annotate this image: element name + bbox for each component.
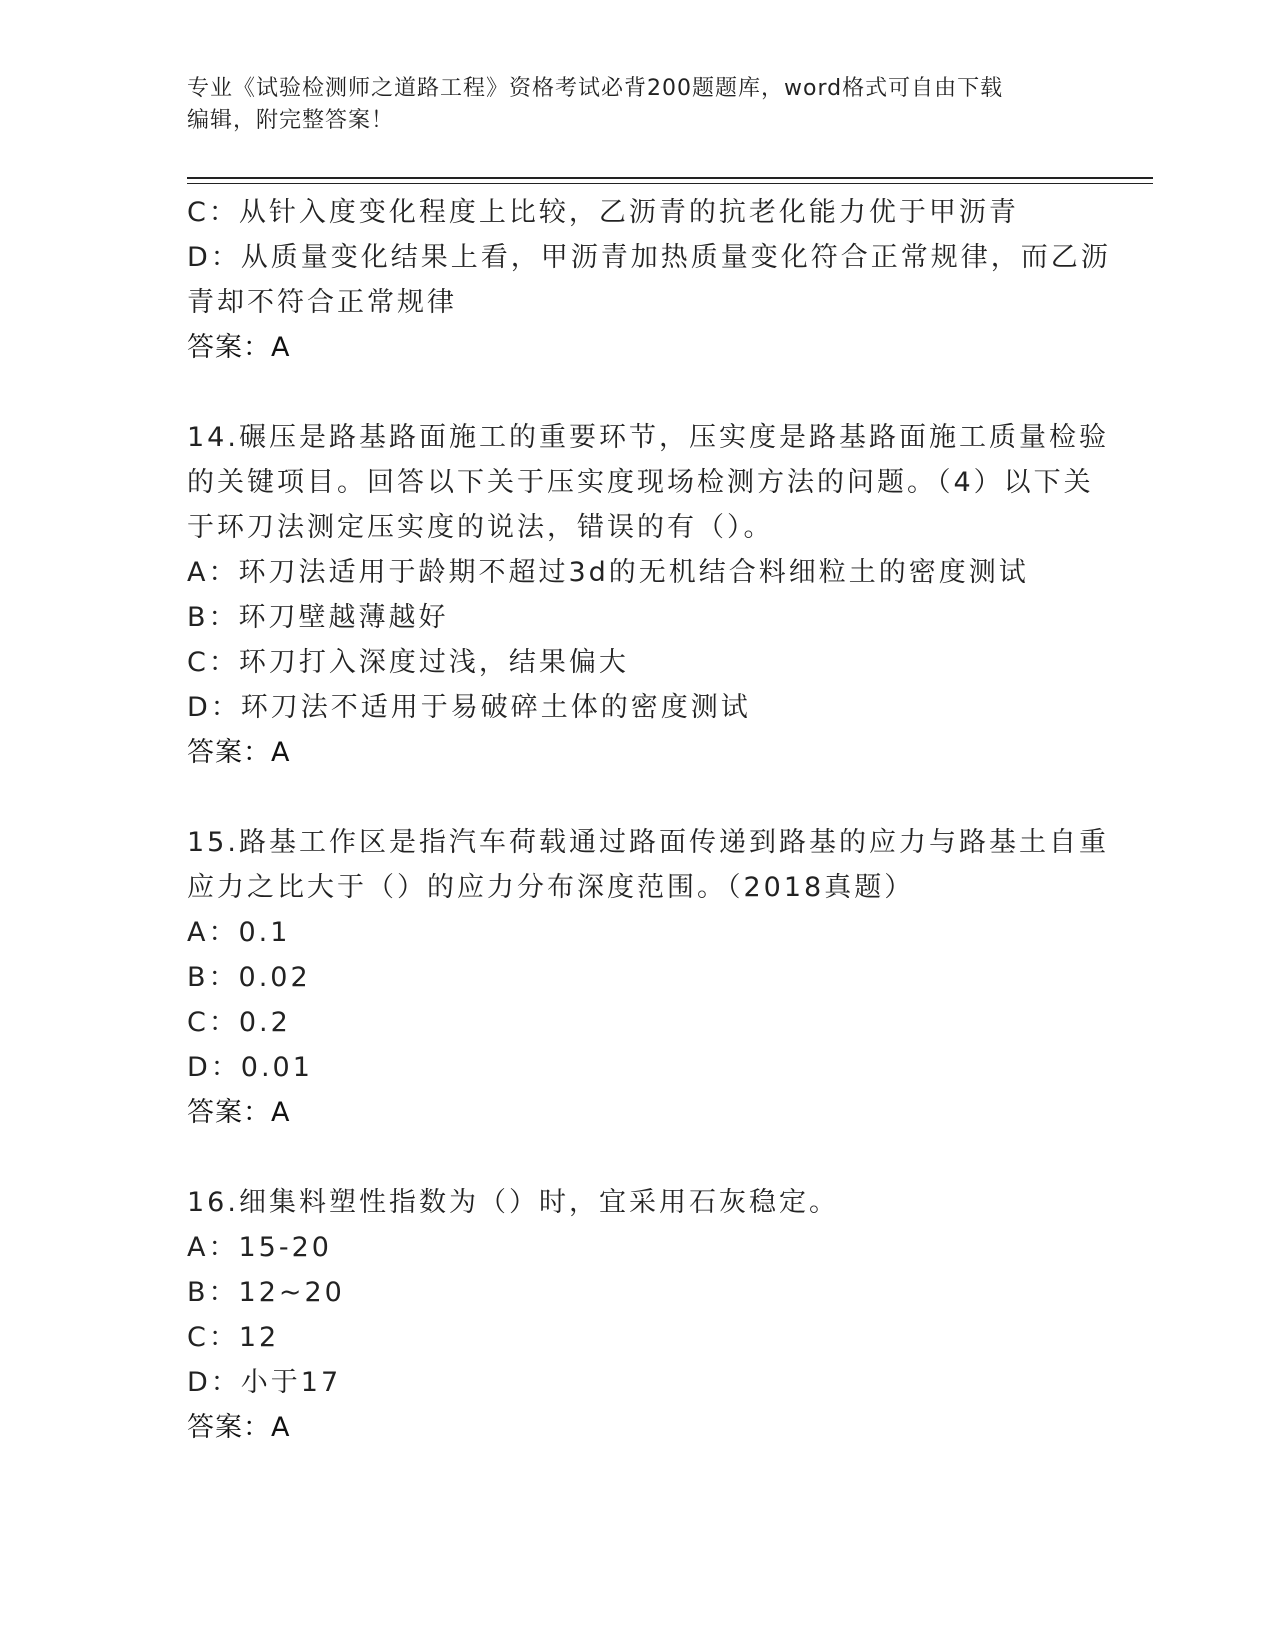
option-c: C：0.2 <box>187 1007 291 1038</box>
question-stem-continued: 于环刀法测定压实度的说法，错误的有（）。 <box>187 512 774 543</box>
option-a: A：15-20 <box>187 1232 332 1263</box>
option-c: C：环刀打入深度过浅，结果偏大 <box>187 647 629 678</box>
question-stem-continued: 的关键项目。回答以下关于压实度现场检测方法的问题。（4）以下关 <box>187 467 1094 498</box>
option-d: D：0.01 <box>187 1052 313 1083</box>
header-divider-thick <box>187 177 1153 179</box>
answer-label: 答案：A <box>187 332 291 363</box>
option-d: D：环刀法不适用于易破碎土体的密度测试 <box>187 692 751 723</box>
header-title-line-1: 专业《试验检测师之道路工程》资格考试必背200题题库，word格式可自由下载 <box>187 76 1004 101</box>
option-a: A：0.1 <box>187 917 291 948</box>
spacer <box>187 1135 1087 1180</box>
option-d: D：从质量变化结果上看，甲沥青加热质量变化符合正常规律，而乙沥 <box>187 242 1111 273</box>
answer-label: 答案：A <box>187 1412 291 1443</box>
option-b: B：12~20 <box>187 1277 345 1308</box>
option-c: C：12 <box>187 1322 280 1353</box>
spacer <box>187 775 1087 820</box>
question-13-tail <box>187 190 1111 370</box>
question-14 <box>187 415 1109 775</box>
question-stem: 14.碾压是路基路面施工的重要环节，压实度是路基路面施工质量检验 <box>187 422 1109 453</box>
question-list <box>187 190 1111 1450</box>
header-divider-thin <box>187 183 1153 184</box>
option-d: D：小于17 <box>187 1367 342 1398</box>
option-a: A：环刀法适用于龄期不超过3d的无机结合料细粒土的密度测试 <box>187 557 1029 588</box>
question-stem: 16.细集料塑性指数为（）时，宜采用石灰稳定。 <box>187 1187 839 1218</box>
answer-label: 答案：A <box>187 1097 291 1128</box>
question-16 <box>187 1180 1087 1450</box>
page-header <box>187 73 1067 137</box>
option-b: B：环刀壁越薄越好 <box>187 602 449 633</box>
spacer <box>187 370 1087 415</box>
question-stem: 15.路基工作区是指汽车荷载通过路面传递到路基的应力与路基土自重 <box>187 827 1109 858</box>
option-c: C：从针入度变化程度上比较，乙沥青的抗老化能力优于甲沥青 <box>187 197 1019 228</box>
answer-label: 答案：A <box>187 737 291 768</box>
option-d-continued: 青却不符合正常规律 <box>187 287 457 318</box>
question-15 <box>187 820 1109 1135</box>
header-title-line-2: 编辑，附完整答案！ <box>187 108 395 133</box>
question-stem-continued: 应力之比大于（）的应力分布深度范围。（2018真题） <box>187 872 915 903</box>
option-b: B：0.02 <box>187 962 311 993</box>
